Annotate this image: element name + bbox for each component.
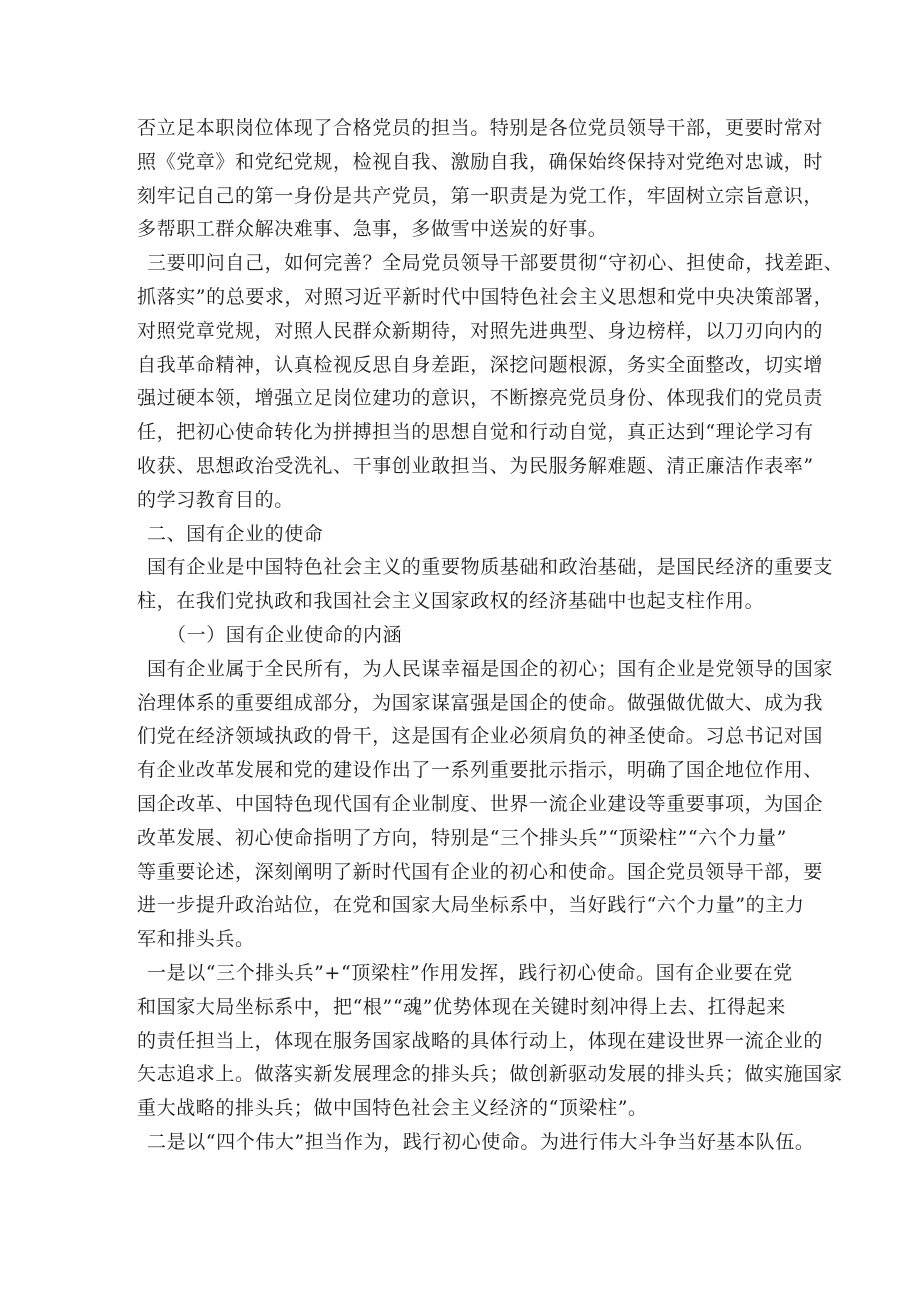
text-line: 矢志追求上。做落实新发展理念的排头兵；做创新驱动发展的排头兵；做实施国家 [137, 1063, 843, 1086]
paragraph-p6 [137, 1126, 815, 1160]
paragraph-p3 [137, 551, 834, 619]
text-line: 重大战略的排头兵；做中国特色社会主义经济的“顶梁柱”。 [137, 1097, 648, 1120]
text-line: 自我革命精神，认真检视反思自身差距，深挖问题根源，务实全面整改，切实增 [137, 353, 824, 376]
text-line: 抓落实”的总要求，对照习近平新时代中国特色社会主义思想和党中央决策部署， [137, 285, 834, 308]
text-line: 治理体系的重要组成部分，为国家谋富强是国企的使命。做强做优做大、成为我 [137, 691, 824, 714]
text-line: 任，把初心使命转化为拼搏担当的思想自觉和行动自觉，真正达到“理论学习有 [137, 421, 814, 444]
subsection-heading-1 [137, 619, 797, 653]
text-line: 等重要论述，深刻阐明了新时代国有企业的初心和使命。国企党员领导干部，要 [137, 860, 824, 883]
text-line: 柱，在我们党执政和我国社会主义国家政权的经济基础中也起支柱作用。 [137, 590, 765, 613]
text-line: 的学习教育目的。 [137, 488, 294, 511]
text-line: 一是以“三个排头兵”+“顶梁柱”作用发挥，践行初心使命。国有企业要在党 [147, 961, 793, 984]
document-body [137, 112, 844, 1160]
text-line: 三要叩问自己，如何完善？全局党员领导干部要贯彻“守初心、担使命，找差距、 [147, 252, 844, 275]
heading-text: 二、国有企业的使命 [147, 522, 324, 545]
text-line: 强过硬本领，增强立足岗位建功的意识，不断擦亮党员身份、体现我们的党员责 [137, 387, 824, 410]
paragraph-p5 [137, 957, 843, 1126]
paragraph-p1 [137, 112, 824, 247]
text-line: 的责任担当上，体现在服务国家战略的具体行动上，体现在建设世界一流企业的 [137, 1029, 824, 1052]
text-line: 国企改革、中国特色现代国有企业制度、世界一流企业建设等重要事项，为国企 [137, 792, 824, 815]
text-line: 二是以“四个伟大”担当作为，践行初心使命。为进行伟大斗争当好基本队伍。 [147, 1130, 815, 1153]
text-line: 国有企业是中国特色社会主义的重要物质基础和政治基础，是国民经济的重要支 [147, 556, 834, 579]
text-line: 照《党章》和党纪党规，检视自我、激励自我，确保始终保持对党绝对忠诚，时 [137, 150, 824, 173]
text-line: 和国家大局坐标系中，把“根”“魂”优势体现在关键时刻冲得上去、扛得起来 [137, 995, 786, 1018]
heading-text: （一）国有企业使命的内涵 [167, 623, 403, 646]
text-line: 们党在经济领域执政的骨干，这是国有企业必须肩负的神圣使命。习总书记对国 [137, 725, 824, 748]
text-line: 进一步提升政治站位，在党和国家大局坐标系中，当好践行“六个力量”的主力 [137, 894, 805, 917]
text-line: 国有企业属于全民所有，为人民谋幸福是国企的初心；国有企业是党领导的国家 [147, 657, 834, 680]
text-line: 多帮职工群众解决难事、急事，多做雪中送炭的好事。 [137, 218, 608, 241]
text-line: 军和排头兵。 [137, 928, 255, 951]
text-line: 刻牢记自己的第一身份是共产党员，第一职责是为党工作，牢固树立宗旨意识， [137, 184, 824, 207]
text-line: 有企业改革发展和党的建设作出了一系列重要批示指示，明确了国企地位作用、 [137, 759, 824, 782]
paragraph-p2 [137, 247, 844, 517]
text-line: 否立足本职岗位体现了合格党员的担当。特别是各位党员领导干部，更要时常对 [137, 117, 824, 139]
text-line: 收获、思想政治受洗礼、干事创业敢担当、为民服务解难题、清正廉洁作表率” [137, 454, 814, 477]
text-line: 对照党章党规，对照人民群众新期待，对照先进典型、身边榜样，以刀刃向内的 [137, 319, 824, 342]
section-heading-2 [137, 518, 797, 552]
text-line: 改革发展、初心使命指明了方向，特别是“三个排头兵”“顶梁柱”“六个力量” [137, 826, 787, 849]
paragraph-p4 [137, 653, 834, 957]
